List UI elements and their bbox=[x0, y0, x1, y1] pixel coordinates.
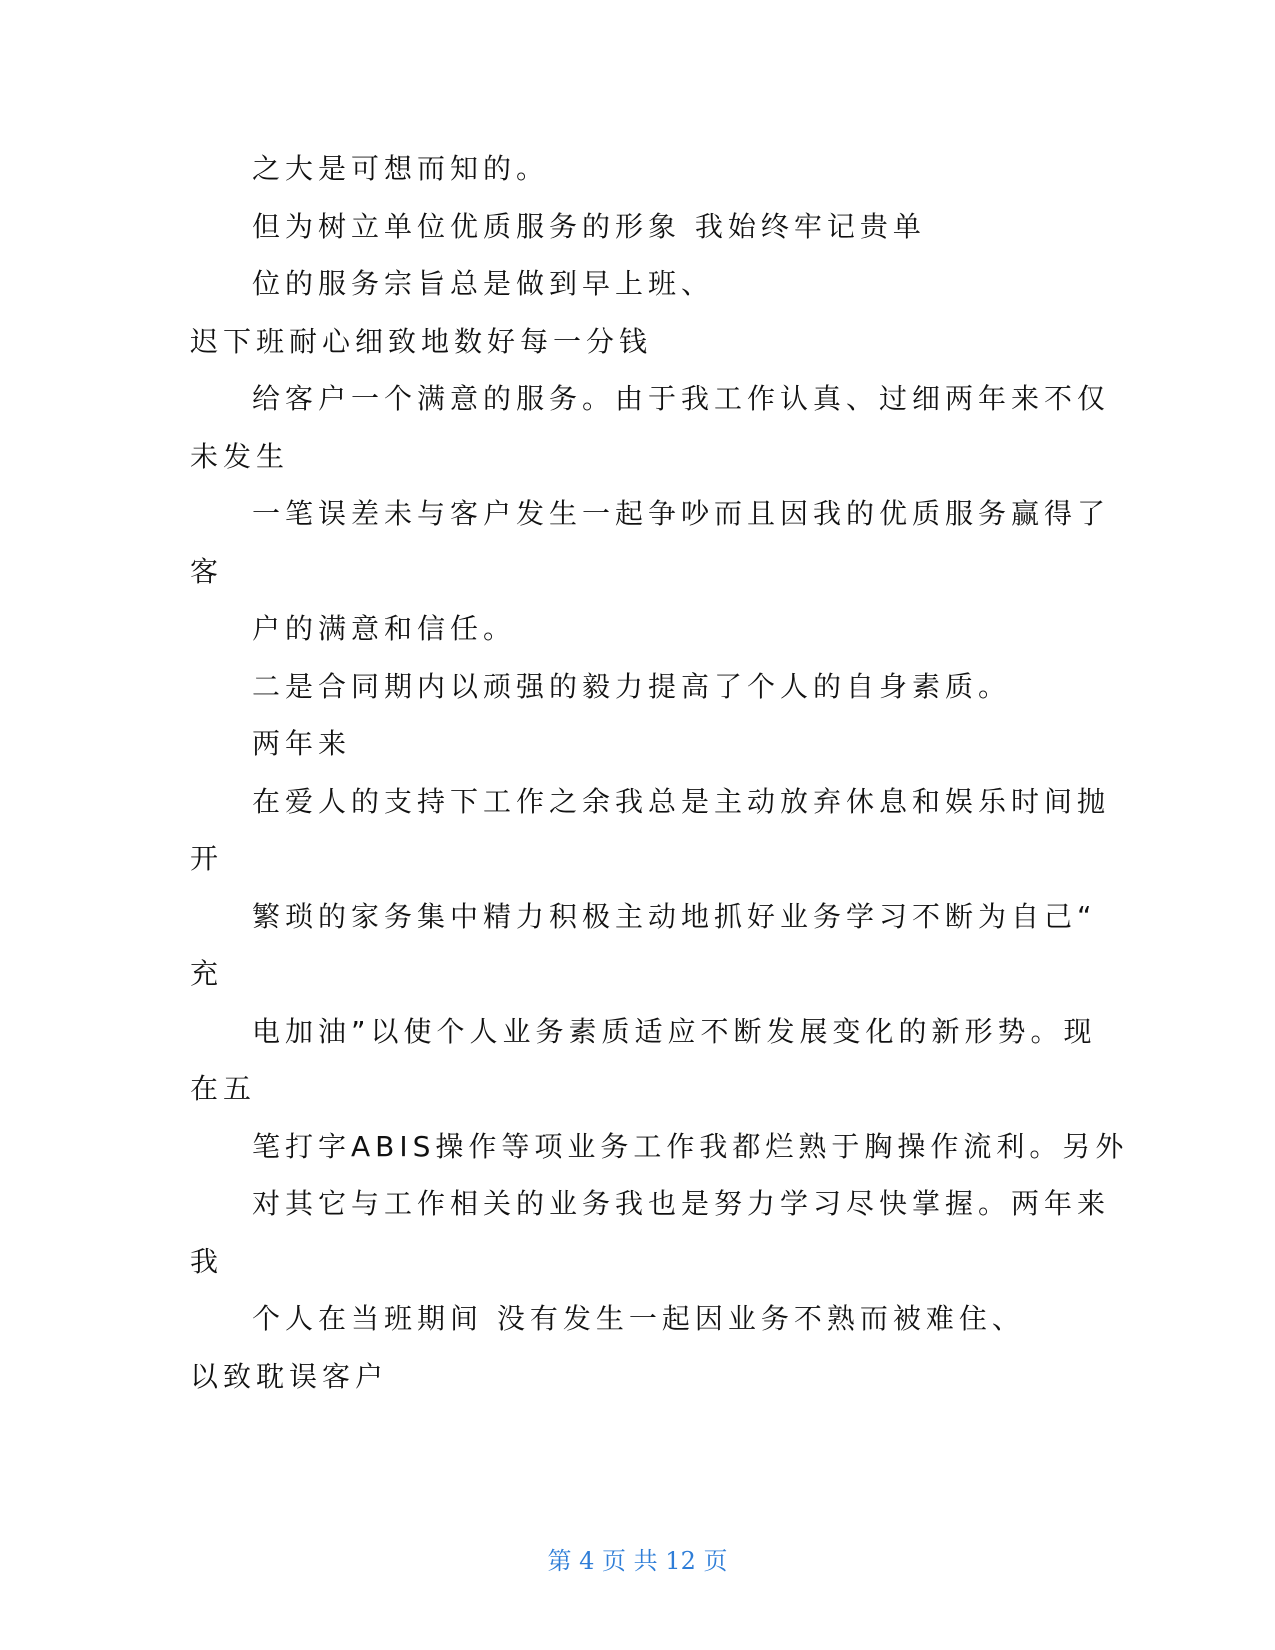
text-line: 户的满意和信任。 bbox=[252, 612, 517, 645]
text-line: 对其它与工作相关的业务我也是努力学习尽快掌握。两年来 bbox=[252, 1187, 1111, 1220]
text-line: 个人在当班期间 没有发生一起因业务不熟而被难住、 bbox=[252, 1302, 1025, 1335]
text-line: 一笔误差未与客户发生一起争吵而且因我的优质服务赢得了 bbox=[252, 497, 1111, 530]
text-line: 电加油”以使个人业务素质适应不断发展变化的新形势。现 bbox=[252, 1015, 1097, 1048]
text-line: 笔打字ABIS操作等项业务工作我都烂熟于胸操作流利。另外 bbox=[252, 1130, 1129, 1163]
text-line: 客 bbox=[190, 555, 224, 588]
text-line: 但为树立单位优质服务的形象 我始终牢记贵单 bbox=[252, 210, 926, 243]
text-line: 开 bbox=[190, 842, 224, 875]
text-line: 繁琐的家务集中精力积极主动地抓好业务学习不断为自己“ bbox=[252, 900, 1097, 933]
text-line: 在爱人的支持下工作之余我总是主动放弃休息和娱乐时间抛 bbox=[252, 785, 1111, 818]
text-line: 位的服务宗旨总是做到早上班、 bbox=[252, 267, 715, 300]
text-line: 以致耽误客户 bbox=[190, 1360, 389, 1393]
text-line: 在五 bbox=[190, 1072, 257, 1105]
text-line: 我 bbox=[190, 1245, 224, 1278]
page-number-footer: 第 4 页 共 12 页 bbox=[547, 1547, 728, 1575]
text-line: 迟下班耐心细致地数好每一分钱 bbox=[190, 325, 653, 358]
text-line: 给客户一个满意的服务。由于我工作认真、过细两年来不仅 bbox=[252, 382, 1111, 415]
text-line: 二是合同期内以顽强的毅力提高了个人的自身素质。 bbox=[252, 670, 1012, 703]
text-line: 充 bbox=[190, 957, 224, 990]
text-line: 两年来 bbox=[252, 727, 352, 760]
text-line: 之大是可想而知的。 bbox=[252, 152, 550, 185]
text-line: 未发生 bbox=[190, 440, 290, 473]
